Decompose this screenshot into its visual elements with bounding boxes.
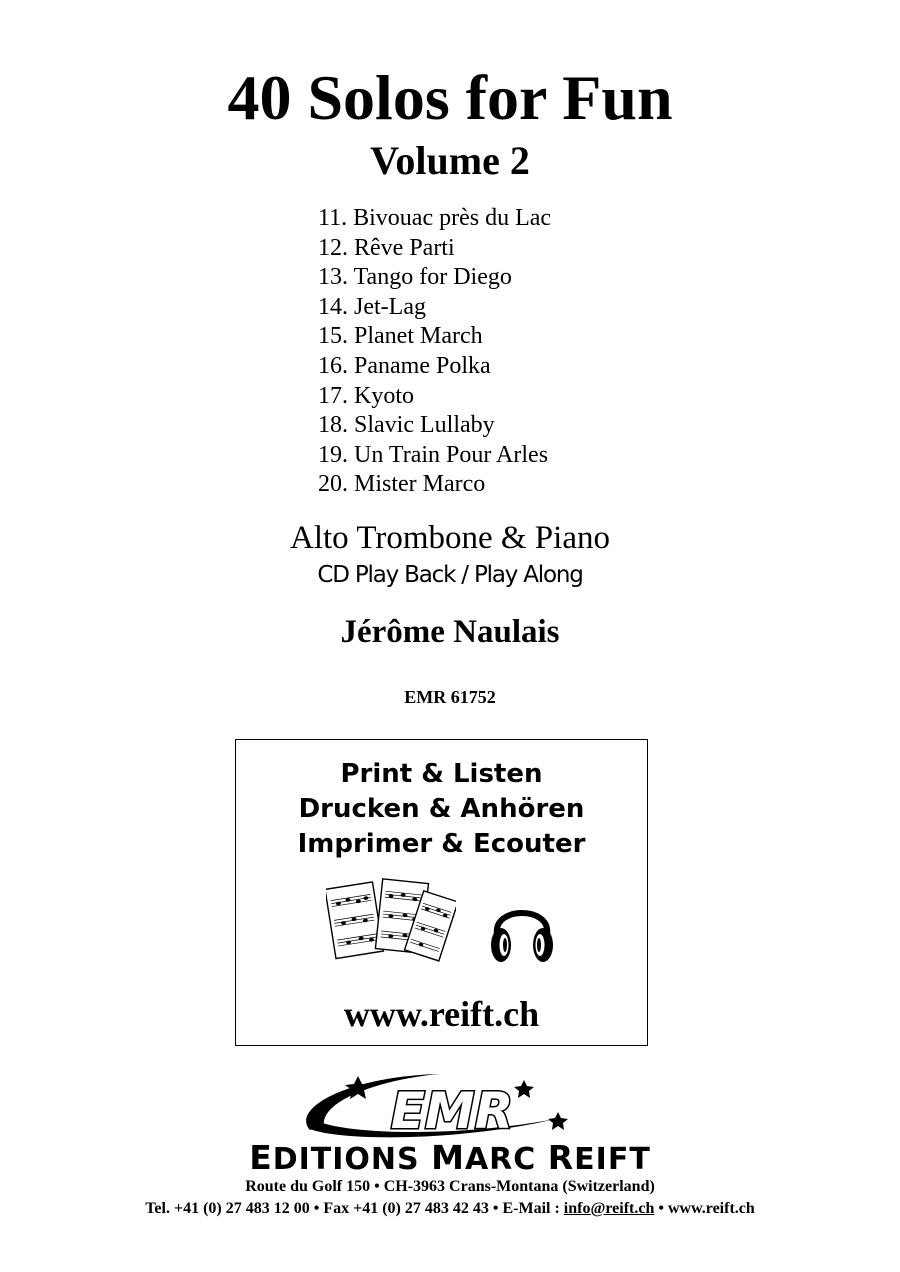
print-listen-de: Drucken & Anhören bbox=[298, 794, 585, 824]
sheet-music-icon bbox=[326, 875, 456, 971]
publisher-initial: E bbox=[249, 1138, 273, 1177]
publisher-name bbox=[0, 1140, 900, 1178]
publisher-address: Route du Golf 150 • CH-3963 Crans-Montana (Switzerland) bbox=[245, 1178, 655, 1195]
list-item: 16. Paname Polka bbox=[318, 352, 491, 379]
contact-website: • www.reift.ch bbox=[654, 1200, 755, 1217]
page-title: 40 Solos for Fun bbox=[227, 62, 673, 133]
composer-name: Jérôme Naulais bbox=[340, 614, 560, 650]
headphones-icon bbox=[487, 890, 557, 966]
list-item: 20. Mister Marco bbox=[318, 471, 486, 498]
instrumentation: Alto Trombone & Piano bbox=[290, 520, 610, 556]
list-item: 13. Tango for Diego bbox=[318, 264, 512, 291]
list-item: 19. Un Train Pour Arles bbox=[318, 441, 549, 468]
emr-logo bbox=[290, 1068, 610, 1146]
cd-playback-line: CD Play Back / Play Along bbox=[317, 562, 583, 588]
publisher-word: ARC bbox=[464, 1142, 537, 1177]
print-listen-fr: Imprimer & Ecouter bbox=[297, 829, 586, 859]
list-item: 14. Jet-Lag bbox=[318, 293, 426, 320]
list-item: 18. Slavic Lullaby bbox=[318, 412, 495, 439]
publisher-word: EIFT bbox=[574, 1142, 651, 1177]
publisher-initial: M bbox=[431, 1138, 465, 1177]
emr-logo-text: EMR bbox=[390, 1082, 514, 1140]
contact-phone-fax: Tel. +41 (0) 27 483 12 00 • Fax +41 (0) 27 483 42 43 • E-Mail : bbox=[145, 1200, 564, 1217]
print-listen-en: Print & Listen bbox=[340, 759, 543, 789]
catalog-number: EMR 61752 bbox=[404, 687, 496, 707]
volume-subtitle: Volume 2 bbox=[370, 138, 530, 183]
list-item: 12. Rêve Parti bbox=[318, 234, 455, 261]
publisher-contact bbox=[0, 1198, 900, 1220]
track-list bbox=[318, 204, 551, 500]
print-listen-box bbox=[235, 739, 648, 1046]
website-link[interactable]: www.reift.ch bbox=[343, 994, 540, 1034]
email-link[interactable]: info@reift.ch bbox=[563, 1200, 655, 1217]
publisher-word: DITIONS bbox=[272, 1142, 420, 1177]
list-item: 11. Bivouac près du Lac bbox=[318, 205, 552, 231]
list-item: 17. Kyoto bbox=[318, 382, 414, 409]
publisher-initial: R bbox=[547, 1138, 575, 1177]
list-item: 15. Planet March bbox=[318, 323, 483, 350]
